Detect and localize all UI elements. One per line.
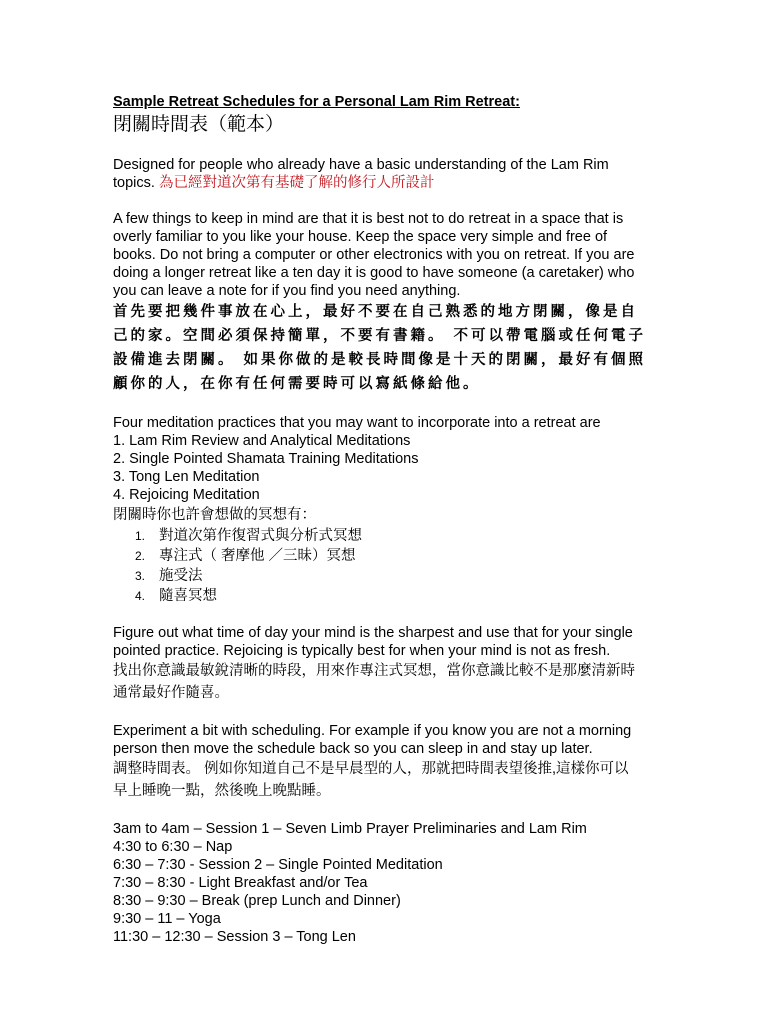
practice-item-chinese bbox=[113, 546, 673, 566]
practices-intro-chinese: 閉關時你也許會想做的冥想有： bbox=[113, 507, 316, 523]
intro-topics: topics. bbox=[113, 175, 155, 191]
practice-item-chinese bbox=[113, 586, 673, 606]
list-text: 專注式（ 奢摩他 ／三昧）冥想 bbox=[159, 548, 356, 564]
schedule-item: 9:30 – 11 – Yoga bbox=[113, 911, 221, 927]
keep-in-mind-paragraph bbox=[113, 210, 673, 396]
paragraph-line: Experiment a bit with scheduling. For example if you know you are not a morning bbox=[113, 723, 632, 739]
title-chinese: 閉關時間表（範本） bbox=[113, 114, 285, 135]
paragraph-line: doing a longer retreat like a ten day it is good to have someone (a caretaker) who bbox=[113, 265, 635, 281]
list-number: 4. bbox=[135, 589, 146, 603]
paragraph-line-chinese: 找出你意識最敏銳清晰的時段，用來作專注式冥想，當你意識比較不是那麼清新時 bbox=[113, 663, 635, 679]
practices-list-chinese bbox=[113, 526, 673, 606]
schedule-item: 6:30 – 7:30 - Session 2 – Single Pointed Meditation bbox=[113, 857, 443, 873]
schedule-item: 11:30 – 12:30 – Session 3 – Tong Len bbox=[113, 929, 356, 945]
practice-item: 2. Single Pointed Shamata Training Meditations bbox=[113, 451, 419, 467]
paragraph-line-chinese: 設備進去閉關。 如果你做的是較長時間像是十天的閉關，最好有個照 bbox=[113, 351, 647, 368]
paragraph-line-chinese: 通常最好作隨喜。 bbox=[113, 685, 229, 701]
paragraph-line: overly familiar to you like your house. Keep the space very simple and free of bbox=[113, 229, 608, 245]
practices-intro: Four meditation practices that you may want to incorporate into a retreat are bbox=[113, 415, 601, 431]
paragraph-line: pointed practice. Rejoicing is typically best for when your mind is not as fresh. bbox=[113, 643, 611, 659]
schedule-item: 4:30 to 6:30 – Nap bbox=[113, 839, 233, 855]
title-english: Sample Retreat Schedules for a Personal Lam Rim Retreat: bbox=[113, 94, 520, 110]
document-body bbox=[113, 92, 673, 946]
list-text: 隨喜冥想 bbox=[159, 588, 217, 604]
paragraph-line: books. Do not bring a computer or other electronics with you on retreat. If you are bbox=[113, 247, 635, 263]
intro-line bbox=[113, 174, 673, 192]
practice-item: 4. Rejoicing Meditation bbox=[113, 487, 260, 503]
intro-paragraph bbox=[113, 156, 673, 192]
paragraph-line: you can leave a note for if you find you need anything. bbox=[113, 283, 461, 299]
schedule-list bbox=[113, 820, 673, 946]
practice-item-chinese bbox=[113, 566, 673, 586]
practice-item: 1. Lam Rim Review and Analytical Meditations bbox=[113, 433, 411, 449]
intro-line: Designed for people who already have a basic understanding of the Lam Rim bbox=[113, 157, 609, 173]
time-of-day-paragraph bbox=[113, 624, 673, 704]
list-text: 施受法 bbox=[159, 568, 203, 584]
list-number: 2. bbox=[135, 549, 146, 563]
practices-section bbox=[113, 414, 673, 606]
list-text: 對道次第作復習式與分析式冥想 bbox=[159, 528, 362, 544]
list-number: 3. bbox=[135, 569, 146, 583]
paragraph-line-chinese: 首先要把幾件事放在心上，最好不要在自己熟悉的地方閉關，像是自 bbox=[113, 303, 638, 320]
scheduling-paragraph bbox=[113, 722, 673, 802]
practice-item-chinese bbox=[113, 526, 673, 546]
paragraph-line-chinese: 己的家。空間必須保持簡單，不要有書籍。 不可以帶電腦或任何電子 bbox=[113, 327, 647, 344]
schedule-item: 3am to 4am – Session 1 – Seven Limb Prayer Preliminaries and Lam Rim bbox=[113, 821, 587, 837]
paragraph-line-chinese: 早上睡晚一點，然後晚上晚點睡。 bbox=[113, 783, 331, 799]
paragraph-line-chinese: 顧你的人，在你有任何需要時可以寫紙條給他。 bbox=[113, 375, 481, 392]
paragraph-line-chinese: 調整時間表。 例如你知道自己不是早晨型的人，那就把時間表望後推,這樣你可以 bbox=[113, 761, 629, 777]
paragraph-line: A few things to keep in mind are that it is best not to do retreat in a space that is bbox=[113, 211, 624, 227]
list-number: 1. bbox=[135, 529, 146, 543]
schedule-item: 8:30 – 9:30 – Break (prep Lunch and Dinner) bbox=[113, 893, 401, 909]
schedule-item: 7:30 – 8:30 - Light Breakfast and/or Tea bbox=[113, 875, 368, 891]
paragraph-line: Figure out what time of day your mind is the sharpest and use that for your single bbox=[113, 625, 633, 641]
intro-chinese: 為已經對道次第有基礎了解的修行人所設計 bbox=[158, 175, 435, 191]
practice-item: 3. Tong Len Meditation bbox=[113, 469, 260, 485]
paragraph-line: person then move the schedule back so you can sleep in and stay up later. bbox=[113, 741, 593, 757]
